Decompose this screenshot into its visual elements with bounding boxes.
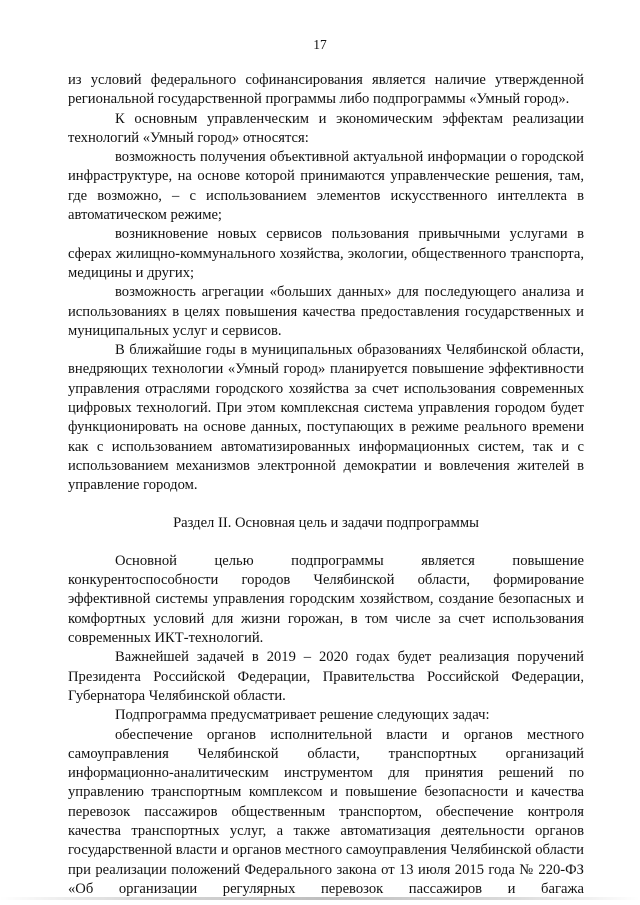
paragraph-continuation: из условий федерального софинансирования является наличие утвержденной региональной государственной программы либо подпрограммы «Умный город». (68, 72, 584, 108)
section-heading: Раздел II. Основная цель и задачи подпрограммы (173, 514, 479, 531)
document-body (68, 71, 584, 899)
paragraph-task-transport: обеспечение органов исполнительной власти и органов местного самоуправления Челябинской области, транспортных организаций информационно-аналитическим инструментом для принятия решений по управлению транспортным комплексом и повышение безопасности и качества перевозок пассажиров общественным транспортом, обеспечение контроля качества транспортных услуг, а также автоматизация деятельности органов государственной власти и органов местного самоуправления Челябинской области при реализации положений Федерального закона от 13 июля 2015 года № 220-ФЗ «Об организации регулярных перевозок пассажиров и багажа (68, 726, 584, 897)
paragraph-key-task: Важнейшей задачей в 2019 – 2020 годах будет реализация поручений Президента Российской Федерации, Правительства Российской Федерации, Губернатора Челябинской области. (68, 649, 584, 704)
paragraph-future-plans: В ближайшие годы в муниципальных образованиях Челябинской области, внедряющих технологии «Умный город» планируется повышение эффективности управления отраслями городского хозяйства за счет использования современных цифровых технологий. При этом комплексная система управления городом будет функционировать на основе данных, поступающих в режиме реального времени как с использованием автоматизированных информационных систем, так и с использованием механизмов электронной демократии и вовлечения жителей в управление городом. (68, 342, 584, 494)
page-number: 17 (313, 37, 327, 52)
paragraph-effects-intro: К основным управленческим и экономическим эффектам реализации технологий «Умный город» относятся: (68, 110, 584, 146)
scan-bottom-edge (0, 897, 640, 900)
paragraph-main-goal: Основной целью подпрограммы является повышение конкурентоспособности городов Челябинской области, формирование эффективной системы управления городским хозяйством, создание безопасных и комфортных условий для жизни горожан, в том числе за счет использования современных ИКТ-технологий. (68, 552, 584, 647)
paragraph-effect-big-data: возможность агрегации «больших данных» для последующего анализа и использованиях в целях повышения качества предоставления государственных и муниципальных услуг и сервисов. (68, 284, 584, 339)
paragraph-effect-information: возможность получения объективной актуальной информации о городской инфраструктуре, на основе которой принимаются управленческие решения, там, где возможно, – с использованием элементов искусственного интеллекта в автоматическом режиме; (68, 149, 584, 224)
paragraph-effect-services: возникновение новых сервисов пользования привычными услугами в сферах жилищно-коммунального хозяйства, экологии, общественного транспорта, медицины и других; (68, 226, 584, 281)
paragraph-tasks-intro: Подпрограмма предусматривает решение следующих задач: (115, 707, 490, 724)
